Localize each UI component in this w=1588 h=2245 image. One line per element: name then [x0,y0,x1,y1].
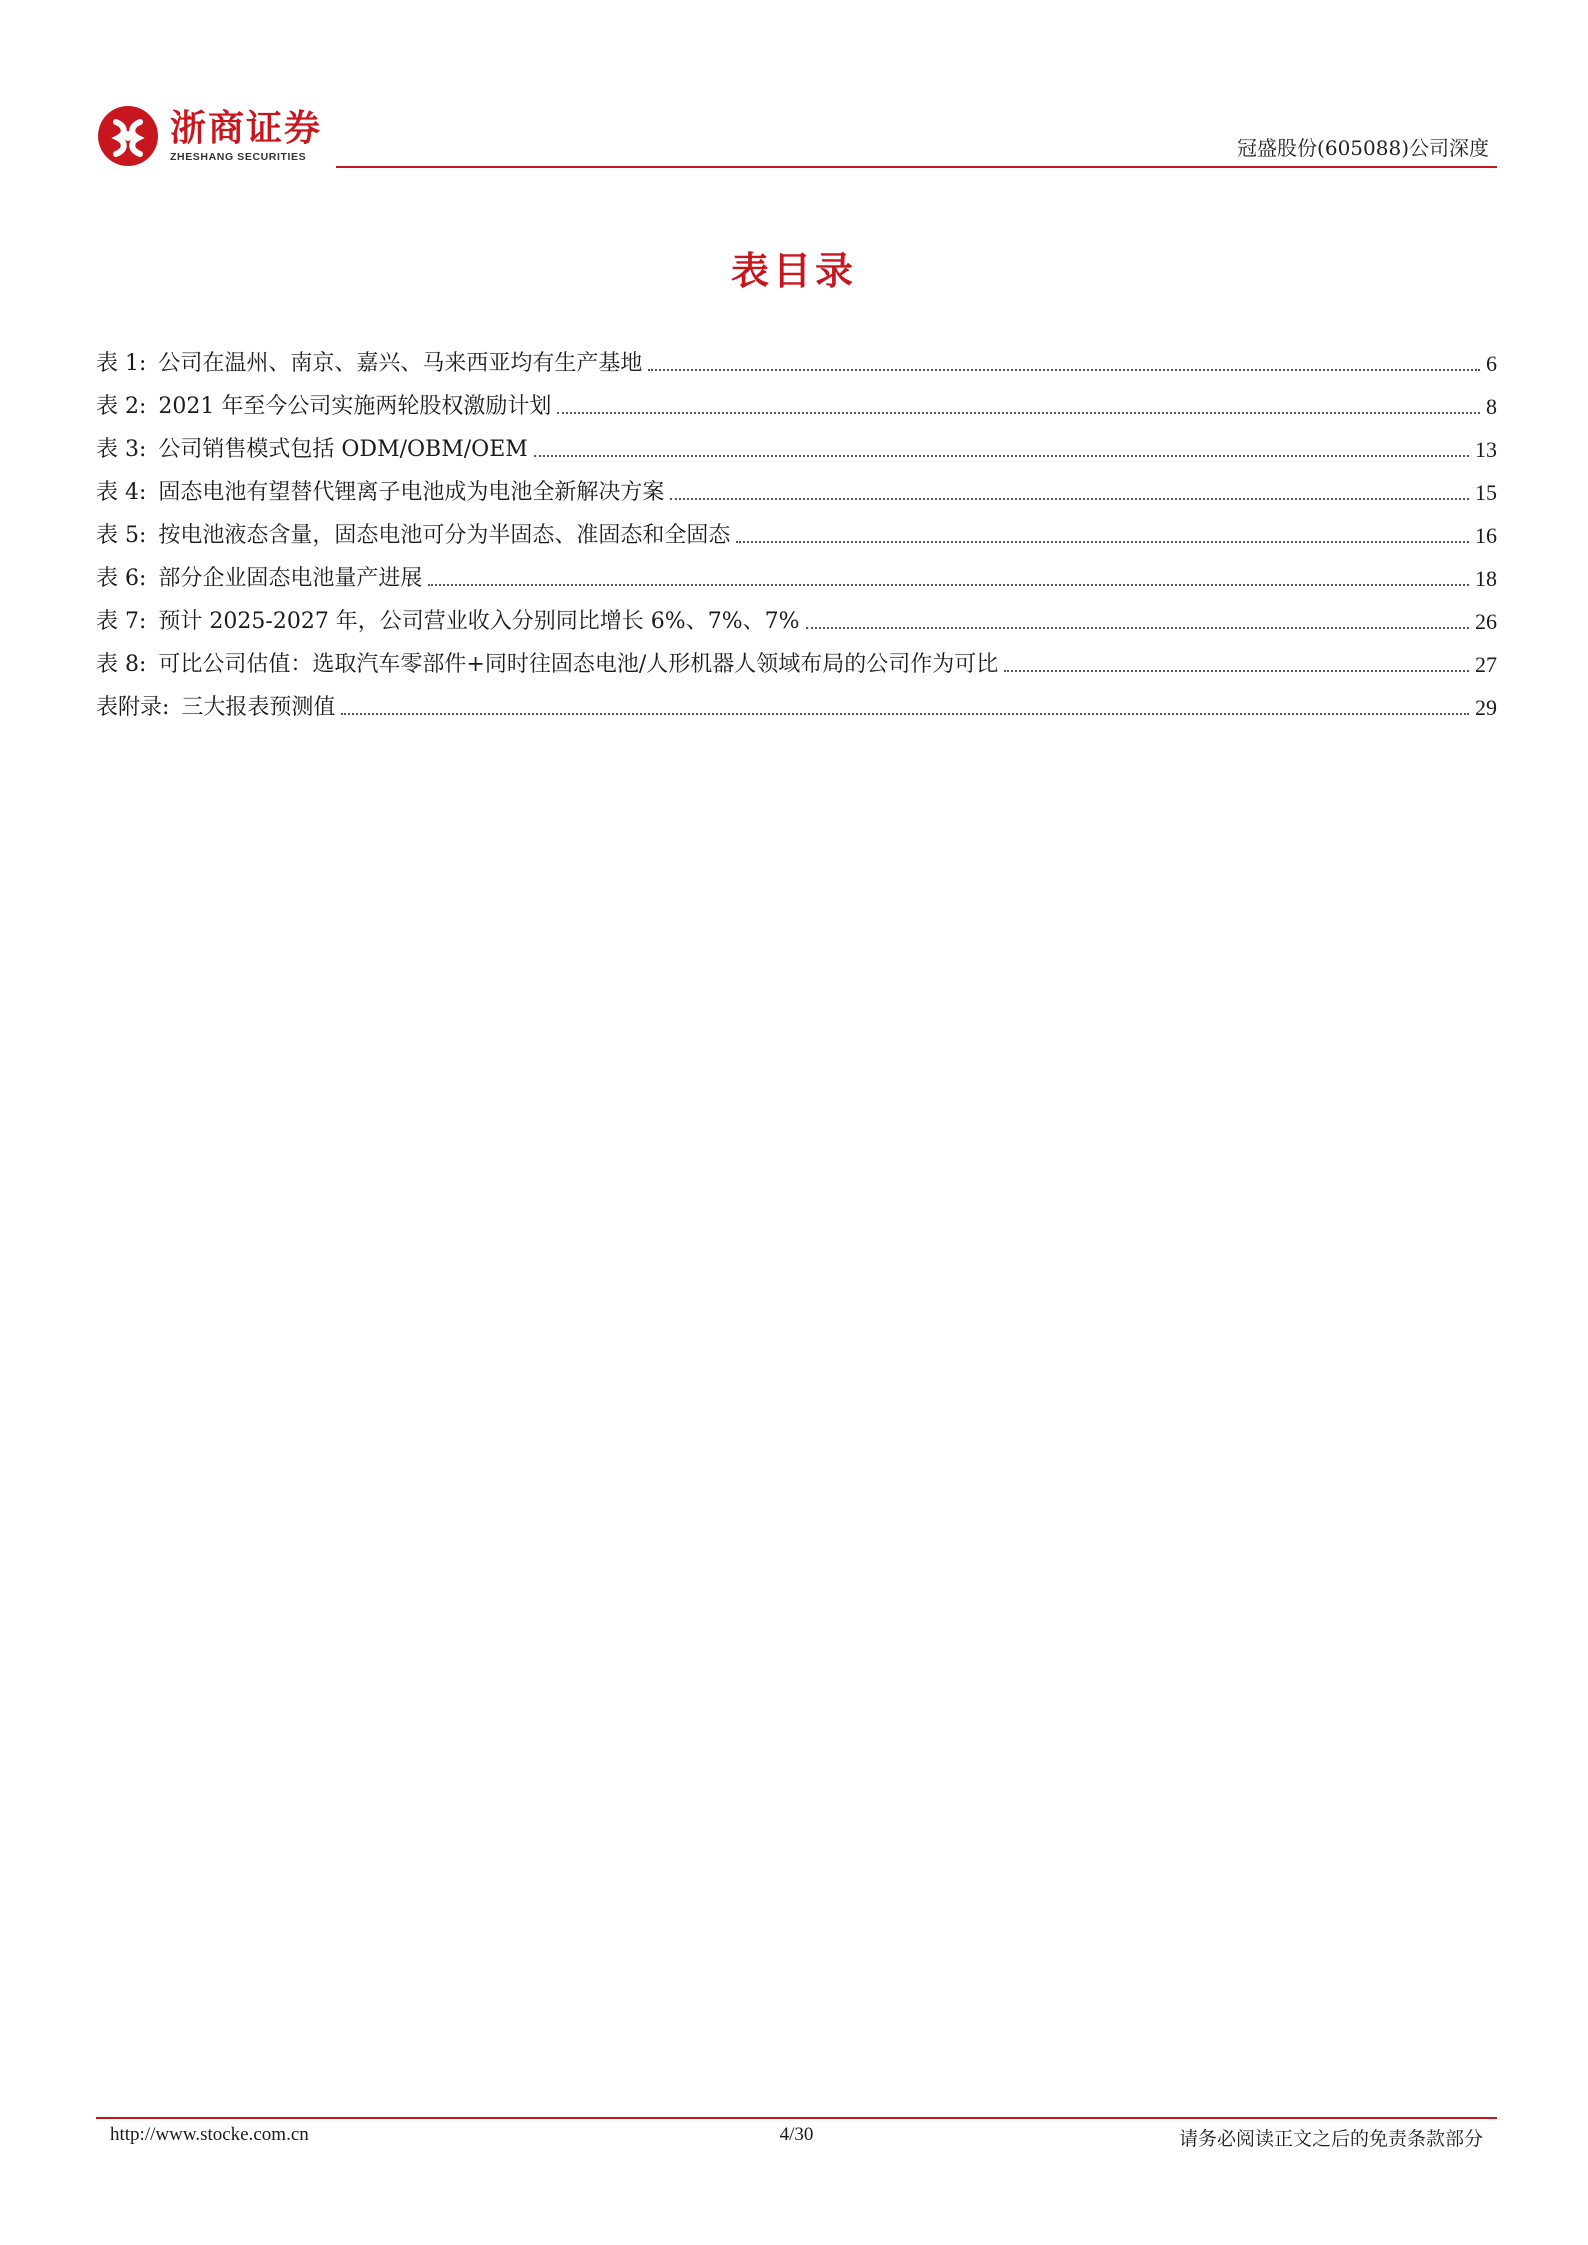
toc-entry-text: 公司在温州、南京、嘉兴、马来西亚均有生产基地 [158,351,643,376]
toc-entry-label: 表 1: [96,351,147,376]
toc-entry[interactable] [96,379,1497,422]
toc-entry-label: 表 7: [96,609,147,634]
page-title: 表目录 [730,248,857,293]
toc-leader-dots [806,627,1469,629]
toc-entry[interactable] [96,594,1497,637]
company-logo [96,104,322,168]
toc-entry-label: 表 5: [96,523,147,548]
toc-entry-page: 8 [1486,394,1497,419]
logo-english-name: ZHESHANG SECURITIES [170,151,307,163]
toc-entry-text: 2021 年至今公司实施两轮股权激励计划 [158,394,552,419]
toc-entry-page: 15 [1475,480,1497,505]
toc-entry-label: 表 2: [96,394,147,419]
toc-entry-page: 26 [1475,609,1497,634]
toc-leader-dots [648,369,1480,371]
toc-entry[interactable] [96,336,1497,379]
toc-entry[interactable] [96,422,1497,465]
toc-entry[interactable] [96,637,1497,680]
toc-entry-label: 表附录: [96,695,170,720]
toc-entry-page: 27 [1475,652,1497,677]
toc-entry-page: 18 [1475,566,1497,591]
toc-entry-page: 13 [1475,437,1497,462]
toc-entry-page: 6 [1486,351,1497,376]
report-label: 冠盛股份(605088)公司深度 [1237,136,1489,160]
toc-entry-text: 按电池液态含量，固态电池可分为半固态、准固态和全固态 [158,523,731,548]
toc-leader-dots [534,455,1469,457]
toc-entry[interactable] [96,551,1497,594]
toc-entry-label: 表 3: [96,437,147,462]
toc-entry-text: 固态电池有望替代锂离子电池成为电池全新解决方案 [158,480,665,505]
toc-entry-text: 可比公司估值：选取汽车零部件+同时往固态电池/人形机器人领域布局的公司作为可比 [158,652,999,677]
toc-entry-text: 部分企业固态电池量产进展 [158,566,423,591]
page-number: 4/30 [779,2124,814,2145]
toc-entry[interactable] [96,508,1497,551]
toc-entry[interactable] [96,680,1497,723]
page-footer [96,2124,1497,2154]
zheshang-logo-icon [96,104,160,168]
toc-entry-page: 29 [1475,695,1497,720]
toc-entry[interactable] [96,465,1497,508]
page-header [96,96,1497,176]
toc-entry-text: 公司销售模式包括 ODM/OBM/OEM [158,437,528,462]
toc-leader-dots [1004,670,1469,672]
toc-leader-dots [736,541,1469,543]
footer-url-link[interactable]: http://www.stocke.com.cn [110,2124,309,2145]
toc-leader-dots [557,412,1480,414]
toc-entry-label: 表 6: [96,566,147,591]
disclaimer-note: 请务必阅读正文之后的免责条款部分 [1178,2128,1483,2150]
header-divider [336,166,1497,168]
footer-divider [96,2117,1497,2119]
logo-chinese-name: 浙商证券 [170,108,323,149]
toc-entry-text: 预计 2025-2027 年，公司营业收入分别同比增长 6%、7%、7% [158,609,800,634]
table-of-tables [96,336,1497,723]
toc-entry-text: 三大报表预测值 [181,695,336,720]
toc-leader-dots [670,498,1469,500]
toc-entry-label: 表 8: [96,652,147,677]
toc-leader-dots [341,713,1469,715]
toc-entry-label: 表 4: [96,480,147,505]
toc-leader-dots [428,584,1469,586]
toc-entry-page: 16 [1475,523,1497,548]
